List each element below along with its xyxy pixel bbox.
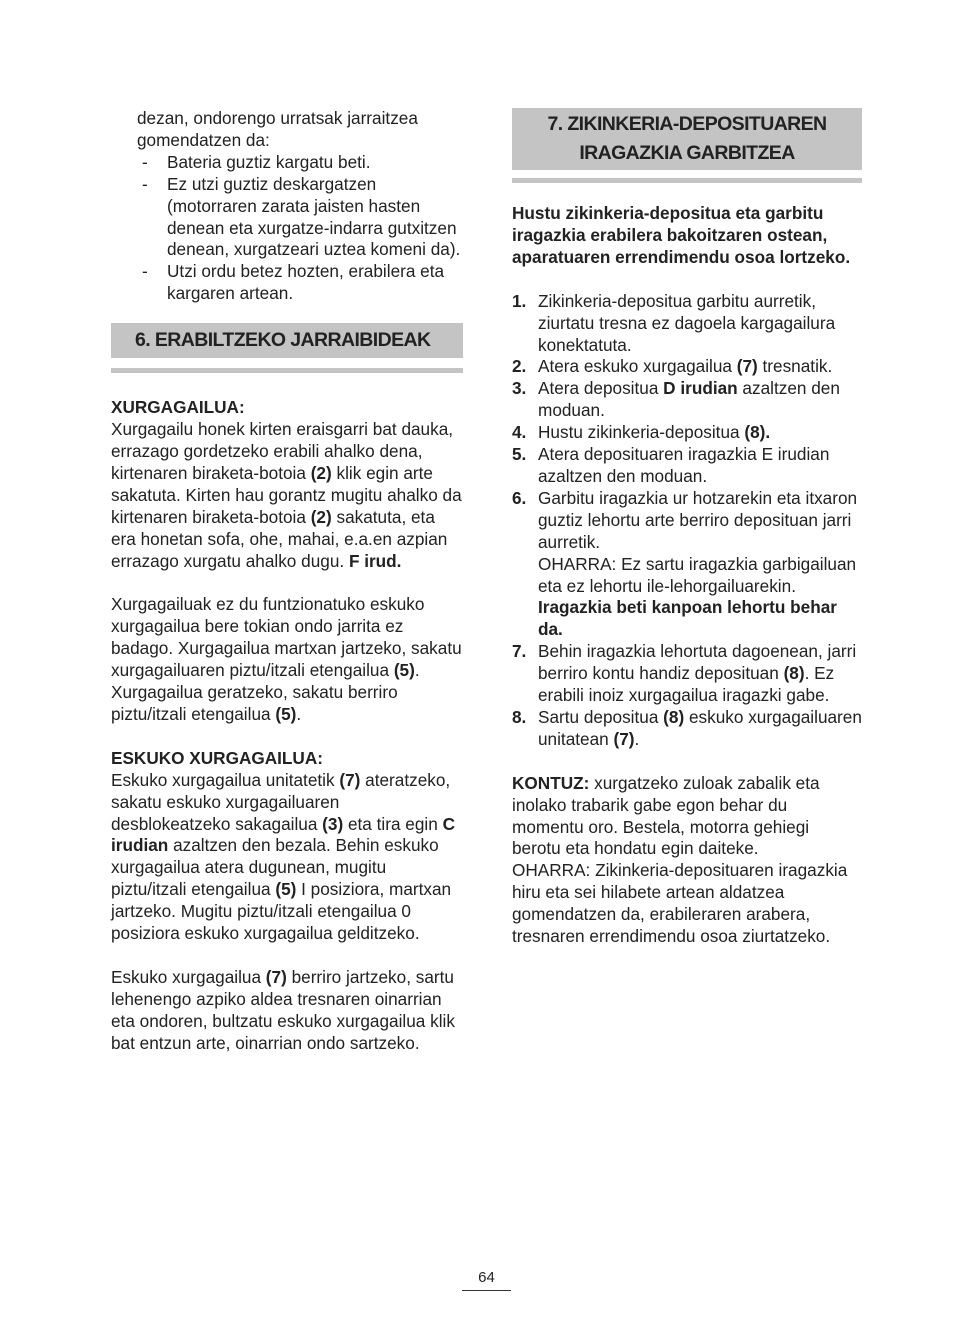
section-6-heading [111, 323, 463, 358]
list-item: 5. Atera deposituaren iragazkia E irudian azaltzen den moduan. [512, 444, 830, 486]
filter-replace-note: OHARRA: Zikinkeria-deposituaren iragazkia hiru eta sei hilabete artean aldatzea gomendatzen da, erabileraren arabera, tresnaren errendimendu osoa ziurtatzeko. [512, 860, 848, 947]
filter-steps-list [512, 291, 862, 751]
battery-tips-list [111, 152, 463, 305]
vacuum-paragraph: Xurgagailu honek kirten eraisgarri bat dauka, errazago gordetzeko erabili ahalko dena, kirtenaren biraketa-botoia (2) klik egin arte sakatuta. Kirten hau gorantz mugitu ahalko da kirtenaren biraketa-botoia (2) sakatuta, eta era honetan sofa, ohe, mahai, e.a.en azpian errazago xurgatu ahalko dugu. F irud. [111, 419, 462, 571]
warning-paragraph: KONTUZ: xurgatzeko zuloak zabalik eta inolako trabarik gabe egon behar du momentu oro. Bestela, motorra gehiegi berotu eta hondatu egin daiteke. [512, 772, 820, 859]
intro-text: dezan, ondorengo urratsak jarraitzea gomendatzen da: [137, 108, 418, 150]
list-item: - Bateria guztiz kargatu beti. [137, 152, 463, 174]
section-6-title: 6. ERABILTZEKO JARRAIBIDEAK [135, 329, 431, 352]
list-item: 3. Atera depositua D irudian azaltzen den moduan. [512, 378, 840, 421]
list-item: 7. Behin iragazkia lehortuta dagoenean, jarri berriro kontu handiz deposituan (8). Ez erabili inoiz xurgagailua iragazki gabe. [512, 641, 857, 706]
section-7-heading [512, 108, 862, 170]
list-item: 4. Hustu zikinkeria-depositua (8). [512, 422, 771, 443]
section-7-title-line2: IRAGAZKIA GARBITZEA [579, 142, 795, 164]
right-column [512, 108, 862, 948]
section-7-title-line1: 7. ZIKINKERIA-DEPOSITUAREN [547, 113, 827, 135]
filter-intro: Hustu zikinkeria-depositua eta garbitu iragazkia erabilera bakoitzaren ostean, aparatuaren errendimendu osoa lortzeko. [512, 203, 851, 267]
page-number: 64 [462, 1268, 511, 1291]
vacuum-operation-paragraph: Xurgagailuak ez du funtzionatuko eskuko xurgagailua bere tokian ondo jarrita ez badago. Xurgagailua martxan jartzeko, sakatu xurgagailuaren piztu/itzali etengailua (5). Xurgagailua geratzeko, sakatu berriro piztu/itzali etengailua (5). [111, 594, 462, 724]
list-item: 6. Garbitu iragazkia ur hotzarekin eta itxaron guztiz lehortu arte berriro deposituan jarri aurretik. OHARRA: Ez sartu iragazkia garbigailuan eta ez lehortu ile-lehorgailuarekin. Iragazkia beti kanpoan lehortu behar da. [512, 487, 858, 640]
list-item: 1. Zikinkeria-depositua garbitu aurretik, ziurtatu tresna ez dagoela kargagailura konektatuta. [512, 290, 836, 355]
list-item: - Ez utzi guztiz deskargatzen (motorraren zarata jaisten hasten denean eta xurgatze-indarra gutxitzen denean, xurgatzeari uztea komeni da). [137, 174, 463, 262]
left-column [111, 108, 463, 1055]
handheld-subheading: ESKUKO XURGAGAILUA: [111, 747, 323, 768]
handheld-paragraph: Eskuko xurgagailua unitatetik (7) ateratzeko, sakatu eskuko xurgagailuaren desblokeatzeko sakagailua (3) eta tira egin C irudian azaltzen den bezala. Behin eskuko xurgagailua atera dugunean, mugitu piztu/itzali etengailua (5) I posiziora, martxan jartzeko. Mugitu piztu/itzali etengailua 0 posiziora eskuko xurgagailua gelditzeko. [111, 769, 455, 944]
list-item: - Utzi ordu betez hozten, erabilera eta kargaren artean. [137, 261, 463, 305]
list-item: 2. Atera eskuko xurgagailua (7) tresnatik. [512, 356, 833, 377]
list-item: 8. Sartu depositua (8) eskuko xurgagailuaren unitatean (7). [512, 706, 862, 749]
handheld-reattach-paragraph: Eskuko xurgagailua (7) berriro jartzeko, sartu lehenengo azpiko aldea tresnaren oinarrian eta ondoren, bultzatu eskuko xurgagailua klik bat entzun arte, oinarrian ondo sartzeko. [111, 967, 455, 1053]
vacuum-subheading: XURGAGAILUA: [111, 397, 245, 418]
